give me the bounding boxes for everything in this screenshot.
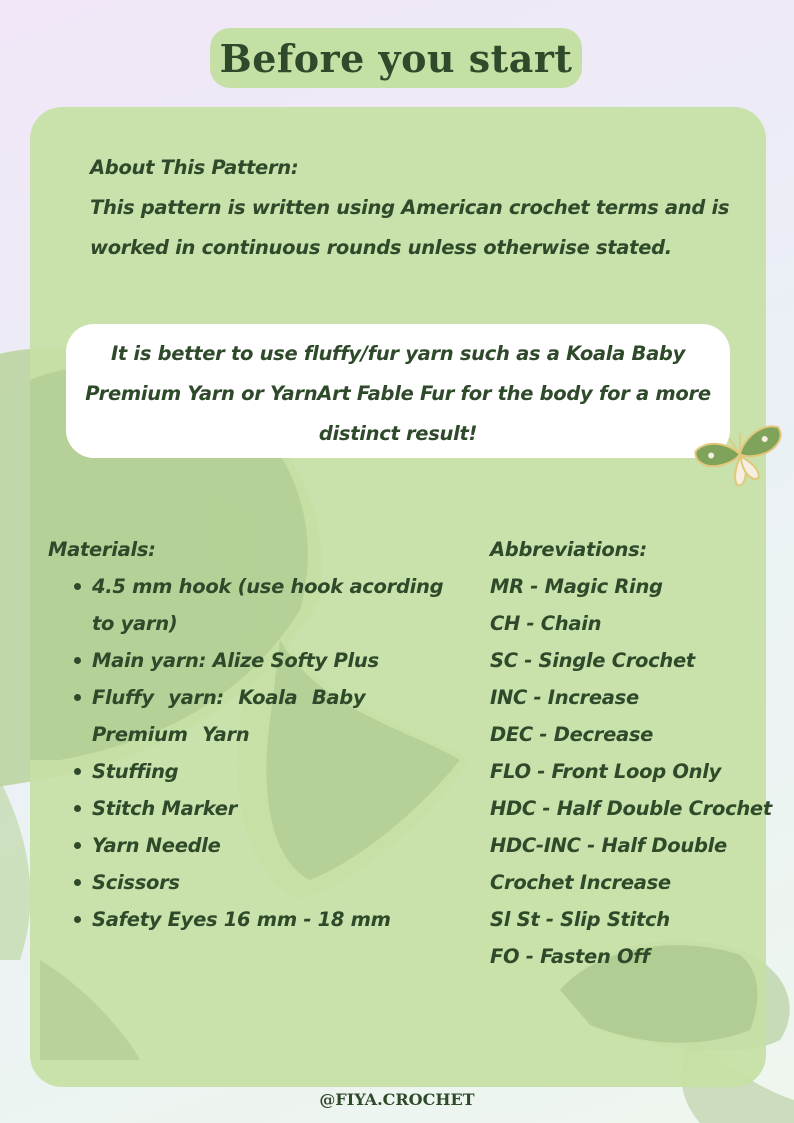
list-item: Yarn Needle — [48, 827, 458, 864]
abbreviation-item: DEC - Decrease — [490, 723, 654, 746]
abbreviations-heading: Abbreviations: — [490, 538, 647, 561]
footer-handle: @FIYA.CROCHET — [319, 1090, 475, 1109]
materials-heading: Materials: — [48, 538, 156, 561]
tip-text: It is better to use fluffy/fur yarn such as a Koala Baby Premium Yarn or YarnArt Fable Fur for the body for a more distinct result! — [85, 342, 711, 445]
materials-list — [48, 568, 458, 938]
tip-callout — [66, 324, 730, 458]
bullet-icon — [74, 805, 81, 812]
list-item: Safety Eyes 16 mm - 18 mm — [48, 901, 458, 938]
bullet-icon — [74, 583, 81, 590]
abbreviation-item: SC - Single Crochet — [490, 649, 695, 672]
bullet-icon — [74, 657, 81, 664]
list-item: Fluffy yarn: Koala Baby Premium Yarn — [48, 679, 458, 753]
abbreviation-item: FO - Fasten Off — [490, 945, 650, 968]
materials-section — [48, 532, 458, 938]
abbreviation-item: HDC - Half Double Crochet — [490, 797, 772, 820]
abbreviation-item: INC - Increase — [490, 686, 639, 709]
list-item: Stitch Marker — [48, 790, 458, 827]
abbreviation-item: MR - Magic Ring — [490, 575, 663, 598]
bullet-icon — [74, 842, 81, 849]
about-heading: About This Pattern: — [90, 156, 299, 179]
abbreviation-item: Crochet Increase — [490, 871, 671, 894]
list-item: Stuffing — [48, 753, 458, 790]
butterfly-icon — [690, 420, 790, 490]
abbreviation-item: FLO - Front Loop Only — [490, 760, 722, 783]
list-item: 4.5 mm hook (use hook acording to yarn) — [48, 568, 458, 642]
abbreviation-item: Sl St - Slip Stitch — [490, 908, 670, 931]
abbreviation-item: HDC-INC - Half Double — [490, 834, 727, 857]
bullet-icon — [74, 694, 81, 701]
about-body: This pattern is written using American crochet terms and is worked in continuous rounds unless otherwise stated. — [90, 196, 730, 259]
list-item: Scissors — [48, 864, 458, 901]
page-title: Before you start — [219, 35, 573, 81]
about-section — [90, 148, 730, 268]
bullet-icon — [74, 916, 81, 923]
bullet-icon — [74, 879, 81, 886]
list-item: Main yarn: Alize Softy Plus — [48, 642, 458, 679]
abbreviations-section — [490, 532, 780, 975]
bullet-icon — [74, 768, 81, 775]
abbreviation-item: CH - Chain — [490, 612, 602, 635]
title-banner — [210, 28, 582, 88]
